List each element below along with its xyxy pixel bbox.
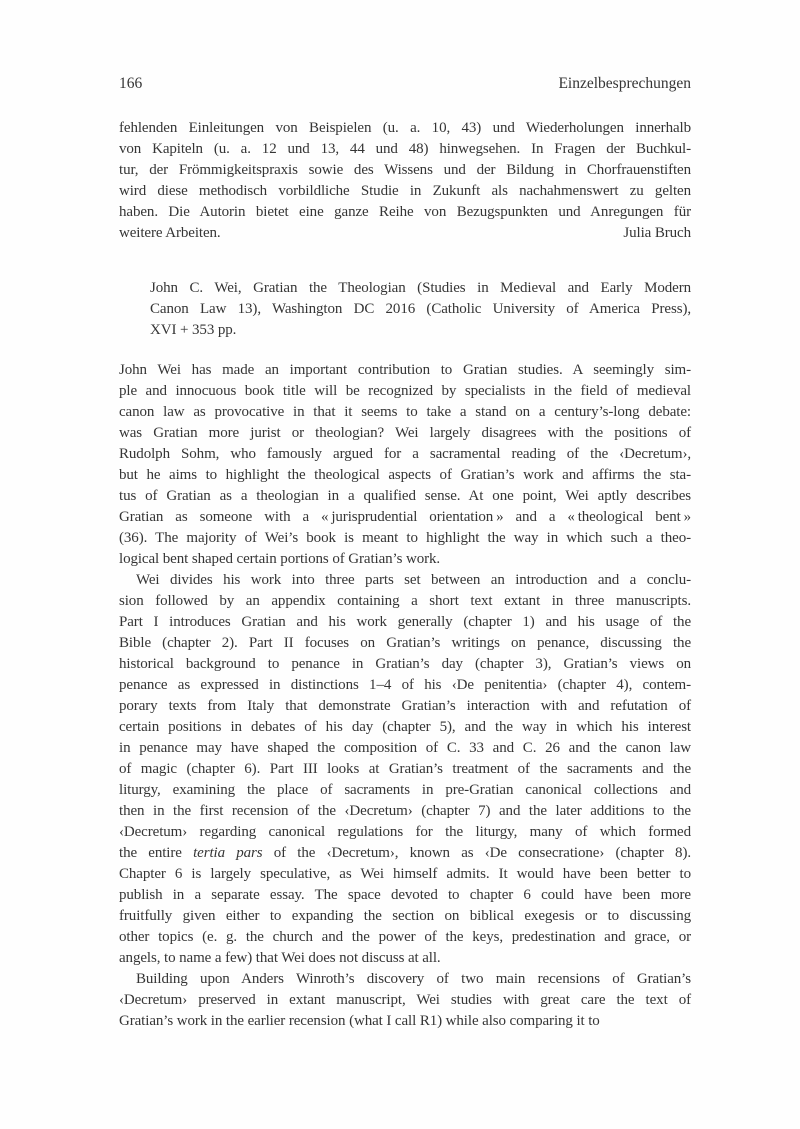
italic-phrase: tertia pars	[193, 845, 263, 861]
text-line: sion followed by an appendix containing a short text extant in three manuscripts.	[119, 593, 691, 609]
text-line: ‹Decretum› regarding canonical regulations for the liturgy, many of which formed	[119, 824, 691, 840]
citation-line: Canon Law 13), Washington DC 2016 (Catholic University of America Press),	[150, 301, 691, 317]
text-line: penance as expressed in distinctions 1–4 of his ‹De penitentia› (chapter 4), contem-	[119, 677, 691, 693]
text-line: John Wei has made an important contribution to Gratian studies. A seemingly sim-	[119, 362, 691, 378]
text-line: tur, der Frömmigkeitspraxis sowie des Wissens und der Bildung in Chorfrauenstiften	[119, 162, 691, 178]
german-review-end-paragraph	[119, 118, 691, 244]
text-line: Rudolph Sohm, who famously argued for a sacramental reading of the ‹Decretum›,	[119, 446, 691, 462]
text-line: canon law as provocative in that it seems to take a stand on a century’s-long debate:	[119, 404, 691, 420]
text-line: Bible (chapter 2). Part II focuses on Gratian’s writings on penance, discussing the	[119, 635, 691, 651]
text-line: but he aims to highlight the theological aspects of Gratian’s work and affirms the sta-	[119, 467, 691, 483]
text-line: wird diese methodisch vorbildliche Studie in Zukunft als nachahmenswert zu gelten	[119, 183, 691, 199]
text-line: logical bent shaped certain portions of Gratian’s work.	[119, 551, 441, 567]
text-line: angels, to name a few) that Wei does not discuss at all.	[119, 950, 441, 966]
page-header	[119, 73, 691, 94]
text-line: fruitfully given either to expanding the section on biblical exegesis or to discussing	[119, 908, 691, 924]
text-line: Chapter 6 is largely speculative, as Wei himself admits. It would have been better to	[119, 866, 691, 882]
text-line: liturgy, examining the place of sacraments in pre-Gratian canonical collections and	[119, 782, 691, 798]
text-line: tus of Gratian as a theologian in a qualified sense. At one point, Wei aptly describes	[119, 488, 691, 504]
text-line: then in the first recension of the ‹Decretum› (chapter 7) and the later additions to the	[119, 803, 691, 819]
review-paragraph-1	[119, 360, 691, 570]
text-line: von Kapiteln (u. a. 12 und 13, 44 und 48) hinwegsehen. In Fragen der Buchkul-	[119, 141, 691, 157]
text-line: haben. Die Autorin bietet eine ganze Reihe von Bezugspunkten und Anregungen für	[119, 204, 691, 220]
text-line: of magic (chapter 6). Part III looks at Gratian’s treatment of the sacraments and the	[119, 761, 691, 777]
text-line: ‹Decretum› preserved in extant manuscript, Wei studies with great care the text of	[119, 992, 691, 1008]
text-segment: the entire	[119, 845, 194, 861]
text-line: publish in a separate essay. The space devoted to chapter 6 could have been more	[119, 887, 691, 903]
citation-line: XVI + 353 pp.	[150, 322, 237, 338]
page-number: 166	[119, 75, 143, 92]
review-paragraph-3	[119, 969, 691, 1032]
text-segment: of the ‹Decretum›, known as ‹De consecratione› (chapter 8).	[262, 845, 692, 861]
review-paragraph-2	[119, 570, 691, 969]
text-line: porary texts from Italy that demonstrate Gratian’s interaction with and refutation of	[119, 698, 691, 714]
reviewer-signature: Julia Bruch	[623, 225, 691, 241]
text-line: ple and innocuous book title will be recognized by specialists in the field of medieval	[119, 383, 691, 399]
citation-line: John C. Wei, Gratian the Theologian (Studies in Medieval and Early Modern	[150, 280, 691, 296]
text-line: was Gratian more jurist or theologian? Wei largely disagrees with the positions of	[119, 425, 691, 441]
signature-line	[119, 223, 691, 244]
text-line: Gratian as someone with a « jurisprudential orientation » and a « theological bent »	[119, 509, 691, 525]
text-line: weitere Arbeiten.	[119, 225, 221, 241]
book-citation	[150, 278, 691, 341]
text-line: in penance may have shaped the composition of C. 33 and C. 26 and the canon law	[119, 740, 691, 756]
running-head: Einzelbesprechungen	[558, 75, 691, 92]
text-line: fehlenden Einleitungen von Beispielen (u. a. 10, 43) und Wiederholungen innerhalb	[119, 120, 691, 136]
text-line: certain positions in debates of his day (chapter 5), and the way in which his interest	[119, 719, 691, 735]
text-line: other topics (e. g. the church and the power of the keys, predestination and grace, or	[119, 929, 691, 945]
text-line: Wei divides his work into three parts set between an introduction and a conclu-	[136, 572, 691, 588]
text-line: Building upon Anders Winroth’s discovery of two main recensions of Gratian’s	[136, 971, 691, 987]
text-line: (36). The majority of Wei’s book is meant to highlight the way in which such a theo-	[119, 530, 691, 546]
text-line: Part I introduces Gratian and his work generally (chapter 1) and his usage of the	[119, 614, 691, 630]
review-body	[119, 360, 691, 1032]
text-block	[119, 73, 691, 1032]
text-line-with-italic	[119, 843, 691, 864]
text-line: historical background to penance in Gratian’s day (chapter 3), Gratian’s views on	[119, 656, 691, 672]
text-line: Gratian’s work in the earlier recension (what I call R1) while also comparing it to	[119, 1013, 600, 1029]
